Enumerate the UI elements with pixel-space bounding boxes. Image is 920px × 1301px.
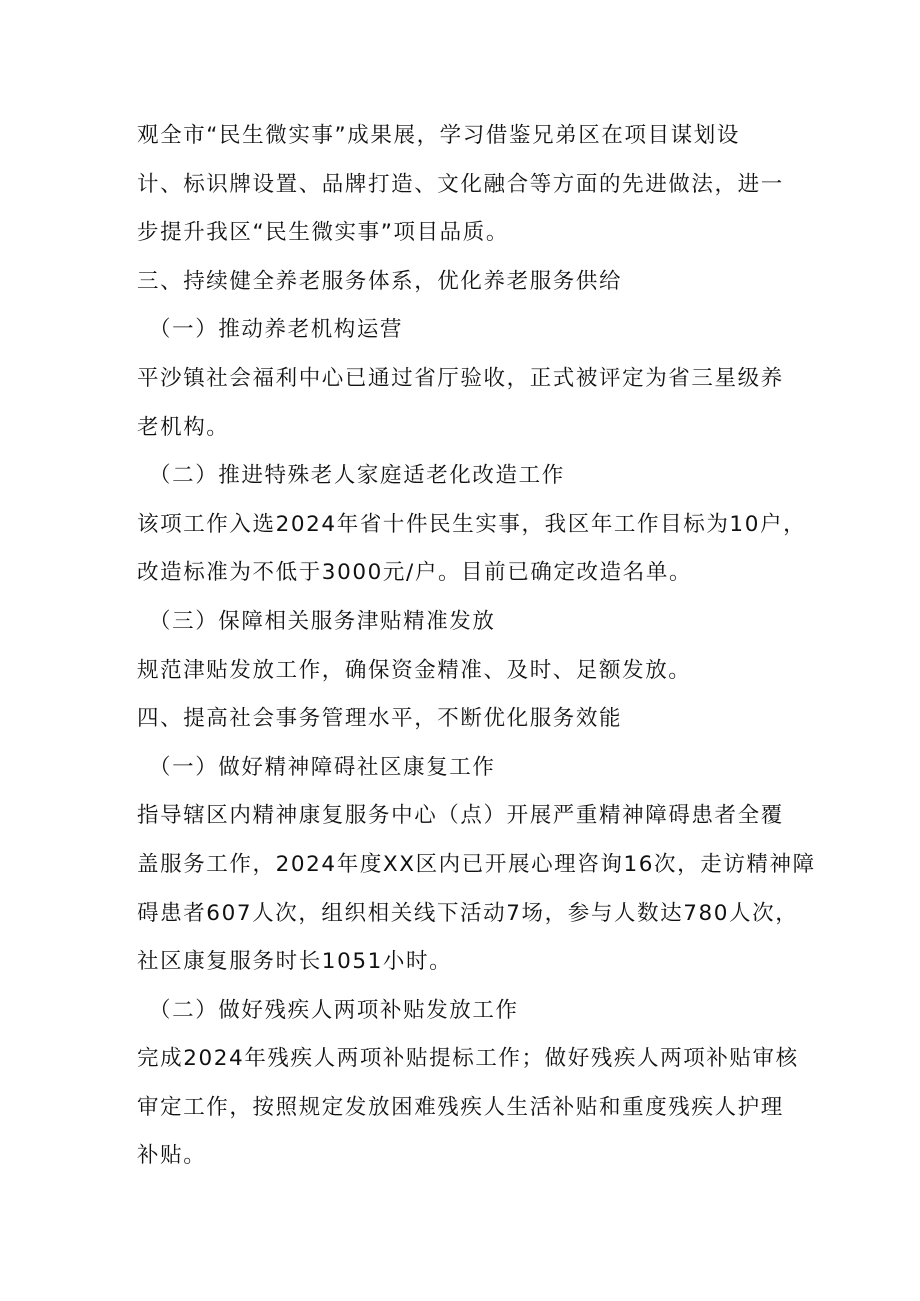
document-body [137, 112, 816, 1181]
subsection-heading-3-1: （一）推动养老机构运营 [149, 317, 404, 343]
body-line: 碍患者607人次，组织相关线下活动7场，参与人数达780人次， [137, 900, 799, 926]
body-line: 步提升我区“民生微实事”项目品质。 [137, 220, 509, 246]
body-line: 计、标识牌设置、品牌打造、文化融合等方面的先进做法，进一 [137, 171, 784, 197]
body-line: 审定工作，按照规定发放困难残疾人生活补贴和重度残疾人护理 [137, 1094, 784, 1120]
subsection-heading-3-3: （三）保障相关服务津贴精准发放 [149, 608, 496, 634]
body-line: 补贴。 [137, 1143, 207, 1169]
section-heading-4: 四、提高社会事务管理水平，不断优化服务效能 [137, 706, 623, 732]
subsection-heading-4-1: （一）做好精神障碍社区康复工作 [149, 754, 496, 780]
body-line: 改造标准为不低于3000元/户。目前已确定改造名单。 [137, 560, 693, 586]
body-line: 指导辖区内精神康复服务中心（点）开展严重精神障碍患者全覆 [137, 803, 784, 829]
body-line: 完成2024年残疾人两项补贴提标工作；做好残疾人两项补贴审核 [137, 1046, 799, 1072]
body-line: 平沙镇社会福利中心已通过省厅验收，正式被评定为省三星级养 [137, 365, 784, 391]
body-line: 社区康复服务时长1051小时。 [137, 949, 453, 975]
body-line: 规范津贴发放工作，确保资金精准、及时、足额发放。 [137, 657, 692, 683]
section-heading-3: 三、持续健全养老服务体系，优化养老服务供给 [137, 268, 623, 294]
body-line: 观全市“民生微实事”成果展，学习借鉴兄弟区在项目谋划设 [137, 123, 740, 148]
body-line: 该项工作入选2024年省十件民生实事，我区年工作目标为10户， [137, 511, 807, 537]
subsection-heading-3-2: （二）推进特殊老人家庭适老化改造工作 [149, 463, 565, 489]
body-line: 老机构。 [137, 414, 230, 440]
subsection-heading-4-2: （二）做好残疾人两项补贴发放工作 [149, 997, 519, 1023]
body-line: 盖服务工作，2024年度XX区内已开展心理咨询16次，走访精神障 [137, 851, 816, 877]
